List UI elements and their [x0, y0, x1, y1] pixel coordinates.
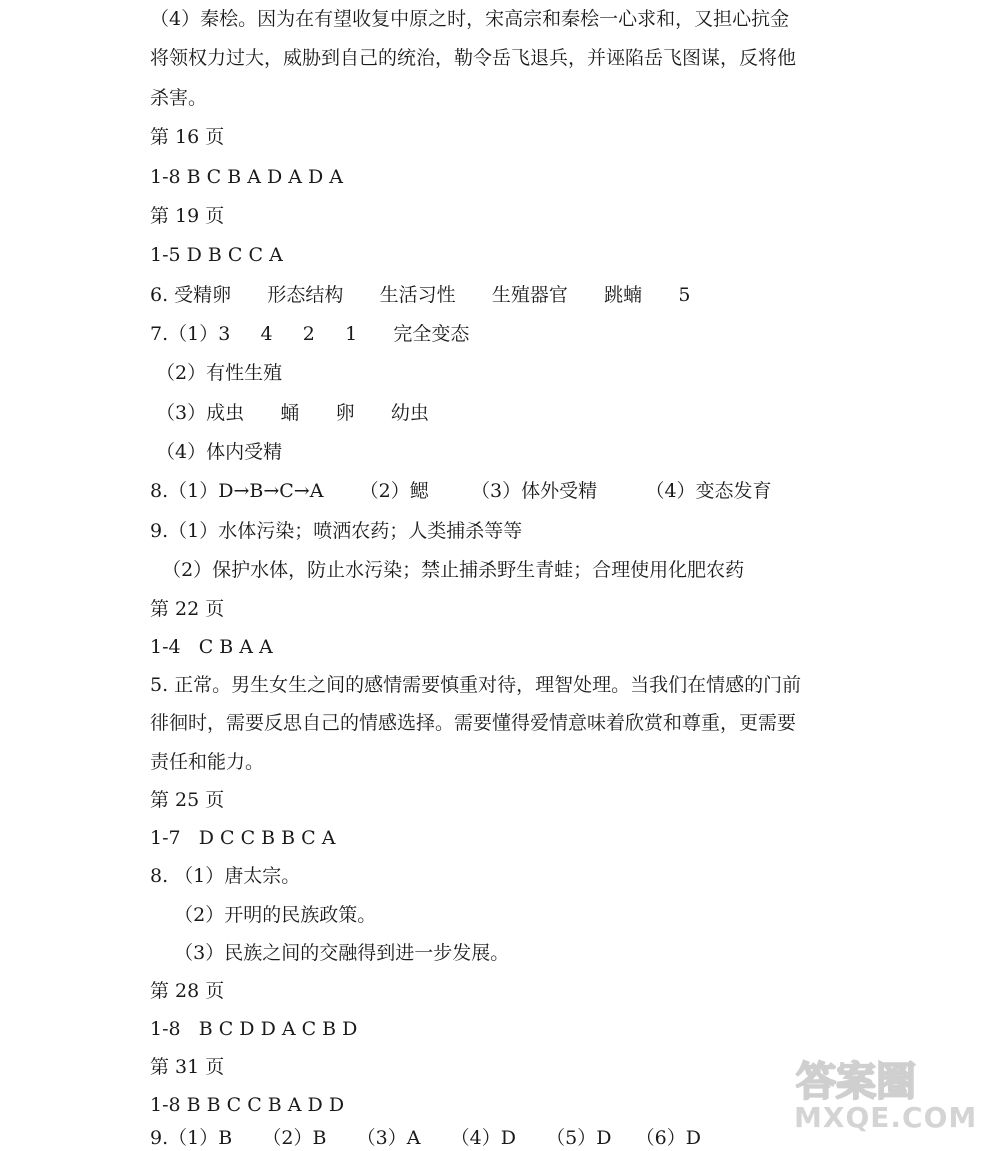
text-line: 将领权力过大，威胁到自己的统治，勒令岳飞退兵，并诬陷岳飞图谋，反将他 — [150, 47, 797, 69]
answer-line: （2）保护水体，防止水污染；禁止捕杀野生青蛙；合理使用化肥农药 — [150, 559, 745, 581]
page-heading: 第 19 页 — [150, 205, 225, 227]
page-heading: 第 16 页 — [150, 126, 225, 148]
page-heading: 第 31 页 — [150, 1056, 225, 1078]
watermark-logo-text: 答案圈 — [796, 1059, 916, 1103]
page-heading: 第 25 页 — [150, 789, 225, 811]
answer-line: 1-8 B C B A D A D A — [150, 166, 344, 188]
page-heading: 第 28 页 — [150, 980, 225, 1002]
answer-line: （2）开明的民族政策。 — [150, 904, 377, 926]
answer-line: 8. （1）唐太宗。 — [150, 865, 301, 887]
answer-line: 1-7 D C C B B C A — [150, 827, 336, 849]
text-line: 责任和能力。 — [150, 751, 265, 773]
answer-line: 1-8 B B C C B A D D — [150, 1094, 345, 1116]
answer-line: 8.（1）D→B→C→A （2）鳃 （3）体外受精 （4）变态发育 — [150, 480, 772, 502]
answer-line: （3）民族之间的交融得到进一步发展。 — [150, 942, 510, 964]
answer-line: （2）有性生殖 — [150, 362, 283, 384]
text-line: 杀害。 — [150, 87, 208, 109]
answer-line: 1-4 C B A A — [150, 636, 273, 658]
text-line: 徘徊时，需要反思自己的情感选择。需要懂得爱情意味着欣赏和尊重，更需要 — [150, 712, 797, 734]
page-heading: 第 22 页 — [150, 598, 225, 620]
answer-line: 9.（1）B （2）B （3）A （4）D （5）D （6）D — [150, 1127, 701, 1149]
text-line: （4）秦桧。因为在有望收复中原之时，宋高宗和秦桧一心求和，又担心抗金 — [150, 8, 790, 30]
answer-line: （4）体内受精 — [150, 441, 283, 463]
watermark — [792, 1053, 982, 1139]
watermark-logo — [792, 1053, 982, 1103]
answer-line: 1-5 D B C C A — [150, 244, 283, 266]
answer-line: 6. 受精卵 形态结构 生活习性 生殖器官 跳蝻 5 — [150, 284, 691, 306]
answer-line: 1-8 B C D D A C B D — [150, 1018, 358, 1040]
answer-line: 9.（1）水体污染；喷洒农药；人类捕杀等等 — [150, 520, 523, 542]
answer-line: （3）成虫 蛹 卵 幼虫 — [150, 402, 429, 424]
watermark-site: MXQE.COM — [794, 1101, 978, 1134]
text-line: 5. 正常。男生女生之间的感情需要慎重对待，理智处理。当我们在情感的门前 — [150, 674, 802, 696]
answer-line: 7.（1）3 4 2 1 完全变态 — [150, 323, 470, 345]
